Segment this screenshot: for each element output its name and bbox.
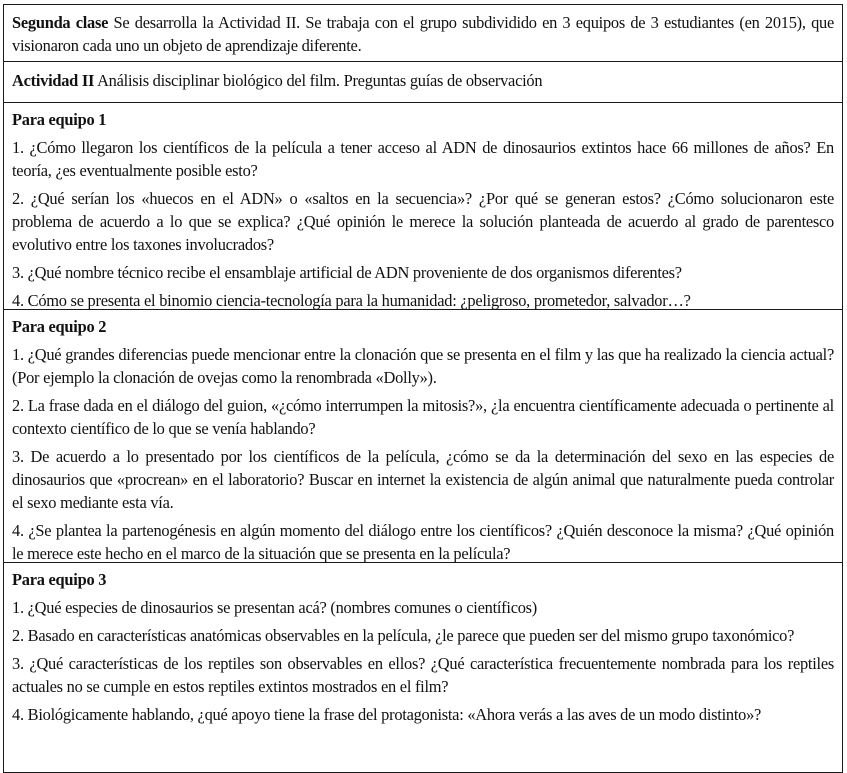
- team-2-question-3: 3. De acuerdo a lo presentado por los científicos de la película, ¿cómo se da la determinación del sexo en las especies de dinosaurios que «procrean» en el laboratorio? Buscar en internet la existencia de algún animal que naturalmente pueda controlar el sexo mediante esta vía.: [12, 447, 834, 512]
- team-2-question-4: 4. ¿Se plantea la partenogénesis en algún momento del diálogo entre los científicos? ¿Quién desconoce la misma? ¿Qué opinión le merece este hecho en el marco de la situación que se presenta en la película?: [12, 521, 834, 563]
- intro-label: Segunda clase: [12, 13, 109, 32]
- intro-text: Se desarrolla la Actividad II. Se trabaja con el grupo subdividido en 3 equipos de 3 estudiantes (en 2015), que visionaron cada uno un objeto de aprendizaje diferente.: [12, 13, 835, 55]
- team-2-heading: [12, 315, 834, 338]
- activity-text: Análisis disciplinar biológico del film. Preguntas guías de observación: [94, 71, 543, 90]
- team-2-question-1: 1. ¿Qué grandes diferencias puede mencionar entre la clonación que se presenta en el film y las que ha realizado la ciencia actual? (Por ejemplo la clonación de ovejas como la renombrada «Dolly»).: [12, 345, 834, 387]
- team-1-heading-text: Para equipo 1: [12, 110, 107, 129]
- team-1-question-4: 4. Cómo se presenta el binomio ciencia-tecnología para la humanidad: ¿peligroso, prometedor, salvador…?: [12, 291, 691, 310]
- team-1-heading: [12, 108, 834, 131]
- team-2-cell: [4, 309, 842, 562]
- team-1-question-2: 2. ¿Qué serían los «huecos en el ADN» o «saltos en la secuencia»? ¿Por qué se generan estos? ¿Cómo solucionaron este problema de acuerdo a lo que se explica? ¿Qué opinión le merece la solución planteada de acuerdo al grado de parentesco evolutivo entre los taxones involucrados?: [12, 189, 834, 254]
- team-3-question-2: 2. Basado en características anatómicas observables en la película, ¿le parece que pueden ser del mismo grupo taxonómico?: [12, 626, 795, 645]
- activity-paragraph: [12, 69, 834, 92]
- intro-cell: [4, 5, 842, 61]
- activity-label: Actividad II: [12, 71, 95, 90]
- team-3-heading: [12, 568, 834, 591]
- team-1-question-1: 1. ¿Cómo llegaron los científicos de la película a tener acceso al ADN de dinosaurios extintos hace 66 millones de años? En teoría, ¿es eventualmente posible esto?: [12, 138, 834, 180]
- team-2-heading-text: Para equipo 2: [12, 317, 107, 336]
- intro-paragraph: [12, 11, 834, 57]
- team-3-question-4: 4. Biológicamente hablando, ¿qué apoyo tiene la frase del protagonista: «Ahora verás a las aves de un modo distinto»?: [12, 705, 762, 724]
- team-2-question-2: 2. La frase dada en el diálogo del guion, «¿cómo interrumpen la mitosis?», ¿la encuentra científicamente adecuada o pertinente al contexto científico de lo que se venía hablando?: [12, 396, 834, 438]
- team-1-question-3: 3. ¿Qué nombre técnico recibe el ensamblaje artificial de ADN proveniente de dos organismos diferentes?: [12, 263, 682, 282]
- team-3-cell: [4, 562, 842, 772]
- team-3-heading-text: Para equipo 3: [12, 570, 107, 589]
- team-3-question-3: 3. ¿Qué características de los reptiles son observables en ellos? ¿Qué característica frecuentemente nombrada para los reptiles actuales no se cumple en estos reptiles extintos mostrados en el film?: [12, 654, 834, 696]
- team-3-question-1: 1. ¿Qué especies de dinosaurios se presentan acá? (nombres comunes o científicos): [12, 598, 537, 617]
- activity-table: [3, 4, 843, 773]
- activity-cell: [4, 61, 842, 102]
- team-1-cell: [4, 102, 842, 309]
